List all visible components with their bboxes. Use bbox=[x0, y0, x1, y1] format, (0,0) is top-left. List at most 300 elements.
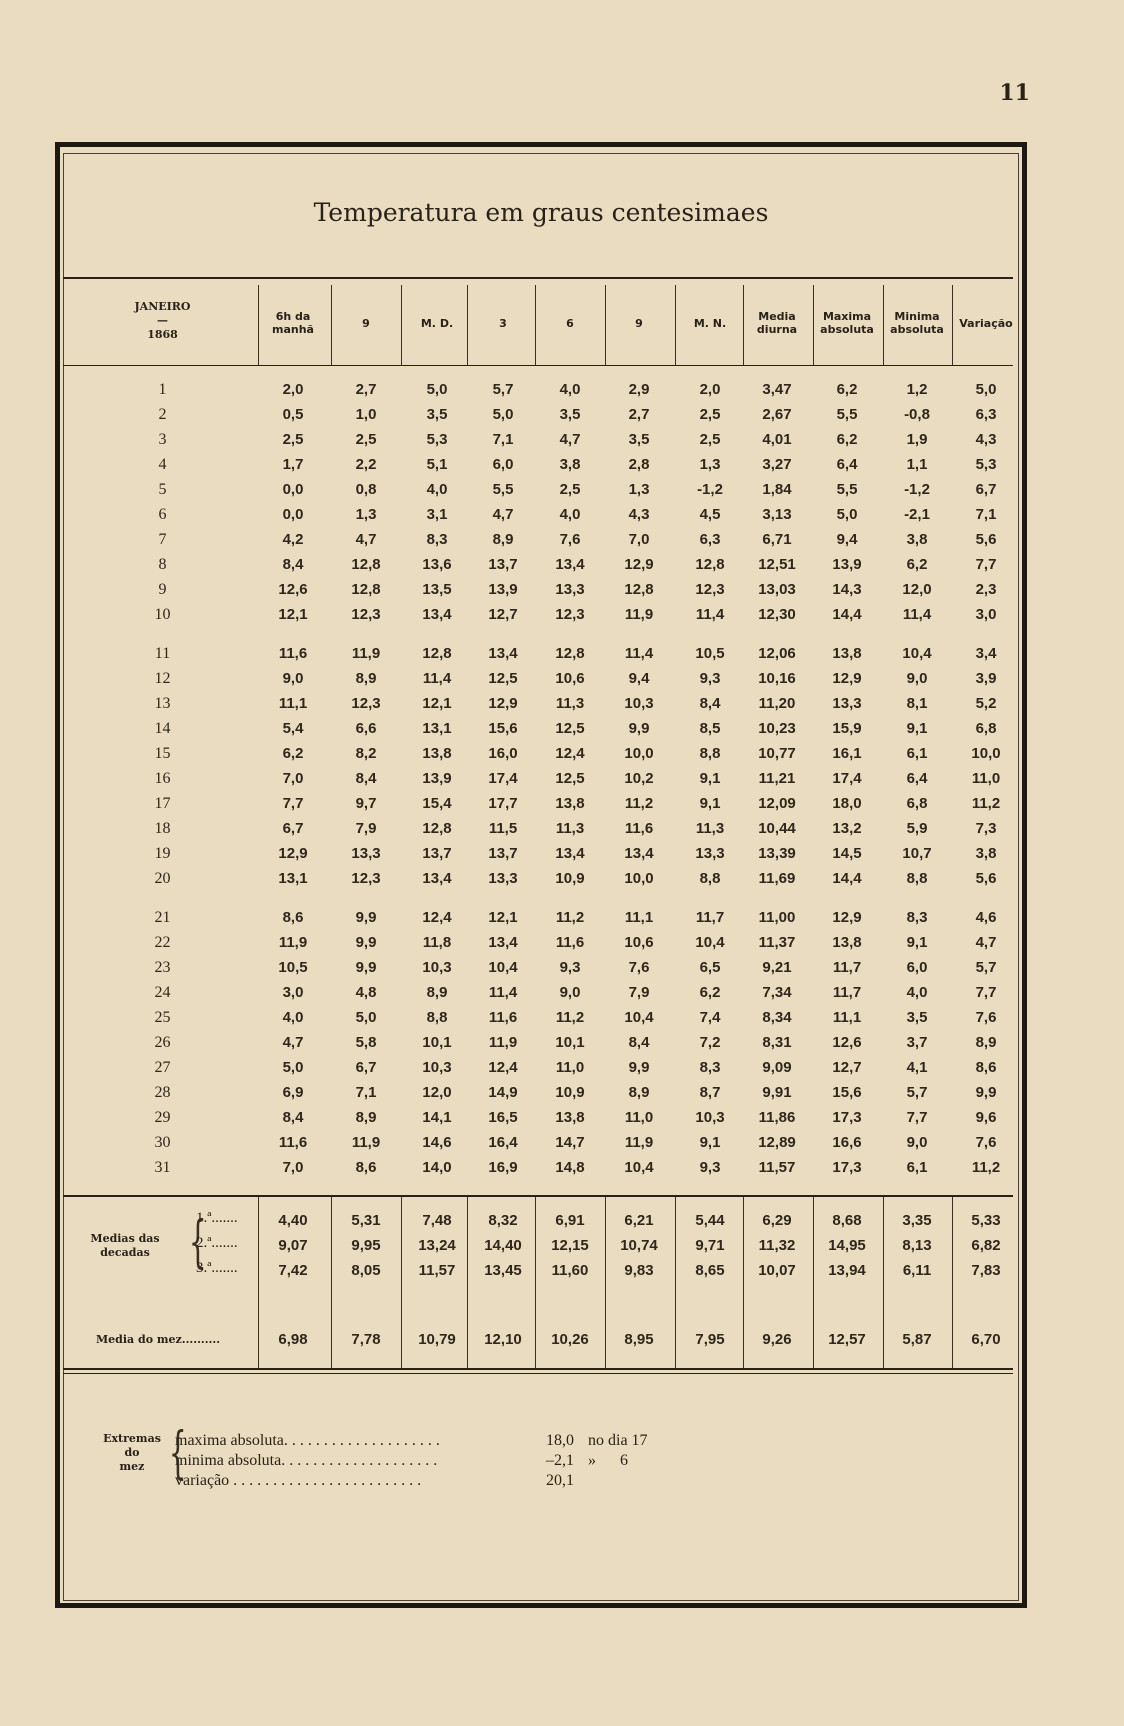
table-cell: 12,30 bbox=[758, 606, 796, 623]
table-cell: 17,7 bbox=[488, 795, 518, 812]
table-cell: 5,7 bbox=[492, 381, 514, 398]
table-cell: 6,3 bbox=[975, 406, 997, 423]
table-cell: 14,4 bbox=[832, 606, 862, 623]
table-cell: 11,3 bbox=[695, 820, 725, 837]
day-number: 24 bbox=[154, 984, 171, 1001]
day-number: 27 bbox=[154, 1059, 171, 1076]
extremes-label-line1: Extremas bbox=[103, 1432, 161, 1445]
extreme-label: variação . . . . . . . . . . . . . . . . . . . . . . . . bbox=[175, 1472, 422, 1489]
table-cell: 7,9 bbox=[628, 984, 650, 1001]
table-cell: 9,9 bbox=[975, 1084, 997, 1101]
decade-mean-cell: 6,82 bbox=[971, 1237, 1001, 1254]
table-cell: 12,1 bbox=[278, 606, 308, 623]
decade-label: 3.ª....... bbox=[196, 1260, 238, 1276]
table-cell: 2,5 bbox=[559, 481, 581, 498]
table-cell: 10,4 bbox=[624, 1009, 654, 1026]
table-cell: 5,5 bbox=[836, 481, 858, 498]
day-number: 18 bbox=[154, 820, 171, 837]
table-cell: 17,4 bbox=[488, 770, 518, 787]
table-cell: 10,2 bbox=[624, 770, 654, 787]
table-cell: 10,3 bbox=[422, 1059, 452, 1076]
extremes-brace: { bbox=[168, 1421, 187, 1486]
decade-mean-cell: 5,44 bbox=[695, 1212, 725, 1229]
day-number: 31 bbox=[154, 1159, 171, 1176]
column-header: 3 bbox=[499, 316, 507, 330]
table-cell: 11,1 bbox=[278, 695, 308, 712]
header-top-rule bbox=[63, 277, 1013, 279]
table-cell: 12,6 bbox=[278, 581, 308, 598]
table-cell: -0,8 bbox=[904, 406, 930, 423]
month-mean-cell: 10,79 bbox=[418, 1331, 456, 1348]
day-number: 2 bbox=[158, 406, 167, 423]
table-cell: 9,1 bbox=[906, 720, 928, 737]
table-cell: 12,8 bbox=[555, 645, 585, 662]
table-cell: 13,4 bbox=[624, 845, 654, 862]
table-cell: 7,2 bbox=[699, 1034, 721, 1051]
day-number: 7 bbox=[158, 531, 167, 548]
table-cell: 10,6 bbox=[624, 934, 654, 951]
table-cell: 12,0 bbox=[422, 1084, 452, 1101]
table-cell: 6,7 bbox=[975, 481, 997, 498]
table-cell: 8,1 bbox=[906, 695, 928, 712]
decade-mean-cell: 6,91 bbox=[555, 1212, 585, 1229]
table-cell: 13,4 bbox=[488, 934, 518, 951]
column-header: M. D. bbox=[420, 316, 454, 330]
table-cell: 4,0 bbox=[559, 381, 581, 398]
table-cell: 12,1 bbox=[422, 695, 452, 712]
table-cell: 7,7 bbox=[282, 795, 304, 812]
table-cell: 12,8 bbox=[351, 556, 381, 573]
column-divider bbox=[258, 1195, 259, 1368]
table-cell: 12,6 bbox=[832, 1034, 862, 1051]
column-divider bbox=[331, 1195, 332, 1368]
table-cell: 12,3 bbox=[351, 695, 381, 712]
table-cell: 10,7 bbox=[902, 845, 932, 862]
column-divider bbox=[258, 285, 259, 365]
table-cell: 10,4 bbox=[695, 934, 725, 951]
table-cell: 8,4 bbox=[628, 1034, 650, 1051]
table-cell: 12,3 bbox=[695, 581, 725, 598]
table-cell: 11,69 bbox=[758, 870, 796, 887]
table-cell: 14,8 bbox=[555, 1159, 585, 1176]
day-number: 3 bbox=[158, 431, 167, 448]
table-cell: 11,3 bbox=[555, 820, 585, 837]
table-cell: 2,3 bbox=[975, 581, 997, 598]
month-mean-cell: 12,57 bbox=[828, 1331, 866, 1348]
table-cell: 10,4 bbox=[488, 959, 518, 976]
table-cell: 2,2 bbox=[355, 456, 377, 473]
table-cell: 13,8 bbox=[832, 645, 862, 662]
table-cell: 12,9 bbox=[832, 670, 862, 687]
table-cell: 12,3 bbox=[555, 606, 585, 623]
table-cell: 14,0 bbox=[422, 1159, 452, 1176]
decade-mean-cell: 5,31 bbox=[351, 1212, 381, 1229]
table-cell: 15,6 bbox=[832, 1084, 862, 1101]
table-cell: 5,7 bbox=[975, 959, 997, 976]
day-number: 5 bbox=[158, 481, 167, 498]
decade-mean-cell: 13,24 bbox=[418, 1237, 456, 1254]
decade-mean-cell: 9,95 bbox=[351, 1237, 381, 1254]
column-divider bbox=[331, 285, 332, 365]
table-cell: 3,47 bbox=[762, 381, 792, 398]
table-cell: 3,0 bbox=[282, 984, 304, 1001]
decade-mean-cell: 5,33 bbox=[971, 1212, 1001, 1229]
table-cell: 7,0 bbox=[282, 770, 304, 787]
table-cell: 17,4 bbox=[832, 770, 862, 787]
table-cell: 9,9 bbox=[628, 1059, 650, 1076]
table-cell: 6,1 bbox=[906, 1159, 928, 1176]
table-cell: 15,6 bbox=[488, 720, 518, 737]
table-cell: 2,7 bbox=[355, 381, 377, 398]
table-cell: 5,3 bbox=[975, 456, 997, 473]
table-cell: 6,8 bbox=[906, 795, 928, 812]
table-cell: 2,67 bbox=[762, 406, 792, 423]
table-cell: 11,0 bbox=[624, 1109, 654, 1126]
table-cell: -1,2 bbox=[697, 481, 723, 498]
table-cell: 4,7 bbox=[282, 1034, 304, 1051]
table-cell: 11,6 bbox=[555, 934, 585, 951]
table-cell: 6,4 bbox=[906, 770, 928, 787]
table-cell: 8,4 bbox=[699, 695, 721, 712]
day-number: 12 bbox=[154, 670, 171, 687]
table-cell: 3,5 bbox=[906, 1009, 928, 1026]
table-cell: 11,0 bbox=[555, 1059, 585, 1076]
summary-bottom-rule bbox=[63, 1368, 1013, 1370]
table-cell: 13,4 bbox=[488, 645, 518, 662]
table-cell: 11,8 bbox=[422, 934, 452, 951]
extreme-value: –2,1 bbox=[546, 1452, 574, 1469]
table-cell: 9,4 bbox=[836, 531, 858, 548]
column-header: Maxima absoluta bbox=[820, 310, 874, 336]
table-cell: 4,6 bbox=[975, 909, 997, 926]
table-cell: 16,6 bbox=[832, 1134, 862, 1151]
day-number: 6 bbox=[158, 506, 167, 523]
table-cell: 5,0 bbox=[836, 506, 858, 523]
table-cell: 16,1 bbox=[832, 745, 862, 762]
table-cell: 2,5 bbox=[699, 431, 721, 448]
month-mean-cell: 7,78 bbox=[351, 1331, 381, 1348]
decades-label bbox=[64, 1232, 186, 1260]
table-cell: 11,1 bbox=[624, 909, 654, 926]
table-cell: 4,7 bbox=[355, 531, 377, 548]
table-cell: 10,4 bbox=[624, 1159, 654, 1176]
table-cell: 2,9 bbox=[628, 381, 650, 398]
table-cell: 6,2 bbox=[699, 984, 721, 1001]
column-divider bbox=[401, 1195, 402, 1368]
decade-mean-cell: 3,35 bbox=[902, 1212, 932, 1229]
table-cell: 1,9 bbox=[906, 431, 928, 448]
table-cell: 8,4 bbox=[282, 1109, 304, 1126]
column-header: 6h da manhã bbox=[272, 310, 314, 336]
month-mean-cell: 8,95 bbox=[624, 1331, 654, 1348]
table-cell: 9,21 bbox=[762, 959, 792, 976]
column-header: Minima absoluta bbox=[890, 310, 944, 336]
decade-mean-cell: 4,40 bbox=[278, 1212, 308, 1229]
table-cell: 3,5 bbox=[628, 431, 650, 448]
table-cell: 6,4 bbox=[836, 456, 858, 473]
table-cell: 12,7 bbox=[832, 1059, 862, 1076]
table-cell: 13,9 bbox=[488, 581, 518, 598]
table-cell: 8,6 bbox=[355, 1159, 377, 1176]
table-cell: 4,8 bbox=[355, 984, 377, 1001]
table-cell: 11,4 bbox=[624, 645, 654, 662]
table-cell: 10,9 bbox=[555, 870, 585, 887]
table-cell: 2,8 bbox=[628, 456, 650, 473]
table-cell: 12,9 bbox=[278, 845, 308, 862]
table-cell: 1,3 bbox=[355, 506, 377, 523]
table-cell: 5,9 bbox=[906, 820, 928, 837]
table-cell: 14,7 bbox=[555, 1134, 585, 1151]
table-cell: 6,9 bbox=[282, 1084, 304, 1101]
table-cell: 12,4 bbox=[422, 909, 452, 926]
table-cell: 5,5 bbox=[836, 406, 858, 423]
table-cell: 13,8 bbox=[555, 795, 585, 812]
table-cell: 13,7 bbox=[488, 845, 518, 862]
table-cell: 6,5 bbox=[699, 959, 721, 976]
summary-bottom-rule-thin bbox=[63, 1373, 1013, 1374]
table-cell: 12,5 bbox=[555, 720, 585, 737]
table-cell: 12,06 bbox=[758, 645, 796, 662]
decade-mean-cell: 8,13 bbox=[902, 1237, 932, 1254]
table-cell: 6,0 bbox=[906, 959, 928, 976]
table-cell: 2,0 bbox=[699, 381, 721, 398]
table-cell: 15,4 bbox=[422, 795, 452, 812]
table-cell: 13,3 bbox=[488, 870, 518, 887]
table-cell: 9,9 bbox=[355, 934, 377, 951]
table-cell: 1,1 bbox=[906, 456, 928, 473]
decades-label-line2: decadas bbox=[100, 1246, 150, 1259]
table-cell: 7,6 bbox=[559, 531, 581, 548]
table-cell: 10,3 bbox=[422, 959, 452, 976]
table-cell: 0,8 bbox=[355, 481, 377, 498]
table-cell: 9,1 bbox=[699, 1134, 721, 1151]
month-year: 1868 bbox=[147, 328, 178, 341]
decade-mean-cell: 10,74 bbox=[620, 1237, 658, 1254]
decades-label-line1: Medias das bbox=[90, 1232, 160, 1245]
decade-mean-cell: 12,15 bbox=[551, 1237, 589, 1254]
table-cell: 11,6 bbox=[624, 820, 654, 837]
table-cell: 5,8 bbox=[355, 1034, 377, 1051]
table-cell: 10,77 bbox=[758, 745, 796, 762]
table-cell: 6,71 bbox=[762, 531, 792, 548]
month-mean-label: Media do mez.......... bbox=[96, 1333, 221, 1346]
table-cell: 14,5 bbox=[832, 845, 862, 862]
table-cell: 8,3 bbox=[426, 531, 448, 548]
table-cell: 11,57 bbox=[758, 1159, 796, 1176]
table-cell: 3,0 bbox=[975, 606, 997, 623]
column-header: Media diurna bbox=[756, 310, 798, 336]
table-cell: 13,7 bbox=[488, 556, 518, 573]
day-number: 8 bbox=[158, 556, 167, 573]
extreme-day: no dia 17 bbox=[588, 1432, 648, 1449]
day-number: 13 bbox=[154, 695, 171, 712]
table-cell: 11,4 bbox=[695, 606, 725, 623]
table-cell: 12,89 bbox=[758, 1134, 796, 1151]
decade-mean-cell: 13,94 bbox=[828, 1262, 866, 1279]
table-cell: 16,9 bbox=[488, 1159, 518, 1176]
table-cell: 9,1 bbox=[699, 795, 721, 812]
table-cell: 7,1 bbox=[975, 506, 997, 523]
table-cell: 14,4 bbox=[832, 870, 862, 887]
table-cell: 3,4 bbox=[975, 645, 997, 662]
table-cell: 13,8 bbox=[422, 745, 452, 762]
table-cell: 11,21 bbox=[758, 770, 796, 787]
day-number: 17 bbox=[154, 795, 171, 812]
table-cell: 3,8 bbox=[906, 531, 928, 548]
table-cell: 8,8 bbox=[699, 870, 721, 887]
table-cell: 6,2 bbox=[836, 431, 858, 448]
table-cell: -1,2 bbox=[904, 481, 930, 498]
table-cell: 9,0 bbox=[282, 670, 304, 687]
table-cell: 9,09 bbox=[762, 1059, 792, 1076]
table-cell: 2,5 bbox=[282, 431, 304, 448]
table-cell: 4,0 bbox=[282, 1009, 304, 1026]
table-cell: 6,8 bbox=[975, 720, 997, 737]
table-cell: 5,0 bbox=[975, 381, 997, 398]
table-cell: 11,3 bbox=[555, 695, 585, 712]
table-cell: 13,7 bbox=[422, 845, 452, 862]
table-cell: 8,7 bbox=[699, 1084, 721, 1101]
table-cell: 7,6 bbox=[975, 1009, 997, 1026]
table-cell: 8,31 bbox=[762, 1034, 792, 1051]
table-cell: 4,5 bbox=[699, 506, 721, 523]
table-cell: 10,1 bbox=[422, 1034, 452, 1051]
table-cell: 11,9 bbox=[624, 1134, 654, 1151]
table-cell: 11,7 bbox=[832, 959, 862, 976]
column-divider bbox=[675, 285, 676, 365]
table-cell: 13,8 bbox=[555, 1109, 585, 1126]
table-cell: 0,0 bbox=[282, 506, 304, 523]
table-cell: 5,0 bbox=[282, 1059, 304, 1076]
table-cell: 1,3 bbox=[628, 481, 650, 498]
table-cell: 4,7 bbox=[559, 431, 581, 448]
day-number: 9 bbox=[158, 581, 167, 598]
table-cell: 6,0 bbox=[492, 456, 514, 473]
table-cell: 13,4 bbox=[555, 556, 585, 573]
month-dash: — bbox=[157, 314, 168, 327]
decade-mean-cell: 8,32 bbox=[488, 1212, 518, 1229]
table-cell: 11,2 bbox=[555, 1009, 585, 1026]
table-cell: 11,20 bbox=[758, 695, 796, 712]
extreme-value: 18,0 bbox=[546, 1432, 574, 1449]
decade-mean-cell: 7,42 bbox=[278, 1262, 308, 1279]
table-cell: 12,5 bbox=[555, 770, 585, 787]
decade-label: 2.ª....... bbox=[196, 1235, 238, 1251]
table-cell: 2,0 bbox=[282, 381, 304, 398]
table-cell: 16,5 bbox=[488, 1109, 518, 1126]
decade-mean-cell: 9,83 bbox=[624, 1262, 654, 1279]
extreme-day: » 6 bbox=[588, 1452, 628, 1469]
decade-mean-cell: 14,40 bbox=[484, 1237, 522, 1254]
table-cell: 8,4 bbox=[282, 556, 304, 573]
table-cell: 10,9 bbox=[555, 1084, 585, 1101]
table-cell: 4,7 bbox=[975, 934, 997, 951]
extremes-label-line2: do bbox=[124, 1446, 140, 1459]
table-cell: 8,8 bbox=[426, 1009, 448, 1026]
table-cell: 9,3 bbox=[699, 1159, 721, 1176]
table-cell: 5,0 bbox=[426, 381, 448, 398]
decade-mean-cell: 10,07 bbox=[758, 1262, 796, 1279]
table-cell: 13,8 bbox=[832, 934, 862, 951]
table-cell: 13,03 bbox=[758, 581, 796, 598]
table-cell: 6,7 bbox=[355, 1059, 377, 1076]
table-cell: 8,9 bbox=[355, 670, 377, 687]
table-cell: 4,01 bbox=[762, 431, 792, 448]
table-cell: 11,9 bbox=[351, 1134, 381, 1151]
table-cell: 11,9 bbox=[624, 606, 654, 623]
header-bottom-rule bbox=[63, 365, 1013, 366]
table-cell: 5,2 bbox=[975, 695, 997, 712]
table-cell: 6,1 bbox=[906, 745, 928, 762]
table-cell: 1,2 bbox=[906, 381, 928, 398]
table-cell: 10,5 bbox=[695, 645, 725, 662]
table-cell: 12,4 bbox=[488, 1059, 518, 1076]
table-cell: 10,16 bbox=[758, 670, 796, 687]
table-cell: 9,9 bbox=[355, 959, 377, 976]
decade-mean-cell: 8,68 bbox=[832, 1212, 862, 1229]
decade-mean-cell: 11,60 bbox=[551, 1262, 589, 1279]
decade-mean-cell: 9,07 bbox=[278, 1237, 308, 1254]
month-mean-cell: 7,95 bbox=[695, 1331, 725, 1348]
extreme-value: 20,1 bbox=[546, 1472, 574, 1489]
table-cell: 8,9 bbox=[355, 1109, 377, 1126]
page-number: 11 bbox=[999, 80, 1030, 106]
day-number: 28 bbox=[154, 1084, 171, 1101]
table-cell: 7,7 bbox=[975, 556, 997, 573]
table-cell: 10,3 bbox=[624, 695, 654, 712]
table-cell: 8,5 bbox=[699, 720, 721, 737]
decade-mean-cell: 6,21 bbox=[624, 1212, 654, 1229]
table-cell: 12,9 bbox=[488, 695, 518, 712]
table-cell: 4,0 bbox=[426, 481, 448, 498]
table-cell: 8,9 bbox=[426, 984, 448, 1001]
table-cell: 11,6 bbox=[278, 645, 308, 662]
day-number: 14 bbox=[154, 720, 171, 737]
table-cell: 13,3 bbox=[832, 695, 862, 712]
table-cell: 5,1 bbox=[426, 456, 448, 473]
day-number: 11 bbox=[154, 645, 171, 662]
table-cell: 2,5 bbox=[699, 406, 721, 423]
table-cell: 4,7 bbox=[492, 506, 514, 523]
table-cell: 11,6 bbox=[488, 1009, 518, 1026]
table-cell: 13,3 bbox=[351, 845, 381, 862]
column-divider bbox=[675, 1195, 676, 1368]
table-cell: 7,3 bbox=[975, 820, 997, 837]
table-cell: 12,8 bbox=[422, 645, 452, 662]
table-cell: 9,0 bbox=[906, 670, 928, 687]
table-cell: 12,3 bbox=[351, 870, 381, 887]
table-cell: 13,1 bbox=[422, 720, 452, 737]
table-cell: 5,6 bbox=[975, 870, 997, 887]
table-cell: 11,2 bbox=[555, 909, 585, 926]
table-cell: 12,1 bbox=[488, 909, 518, 926]
table-cell: 10,4 bbox=[902, 645, 932, 662]
table-cell: 8,9 bbox=[628, 1084, 650, 1101]
decade-mean-cell: 11,32 bbox=[758, 1237, 796, 1254]
table-cell: 10,44 bbox=[758, 820, 796, 837]
table-cell: 3,7 bbox=[906, 1034, 928, 1051]
table-cell: 11,9 bbox=[278, 934, 308, 951]
table-cell: 8,3 bbox=[699, 1059, 721, 1076]
table-cell: 8,8 bbox=[906, 870, 928, 887]
table-cell: 12,51 bbox=[758, 556, 796, 573]
table-cell: 0,5 bbox=[282, 406, 304, 423]
decades-brace: { bbox=[188, 1210, 207, 1275]
table-cell: 1,84 bbox=[762, 481, 792, 498]
table-cell: 8,6 bbox=[282, 909, 304, 926]
table-cell: 9,7 bbox=[355, 795, 377, 812]
table-cell: 11,4 bbox=[902, 606, 932, 623]
